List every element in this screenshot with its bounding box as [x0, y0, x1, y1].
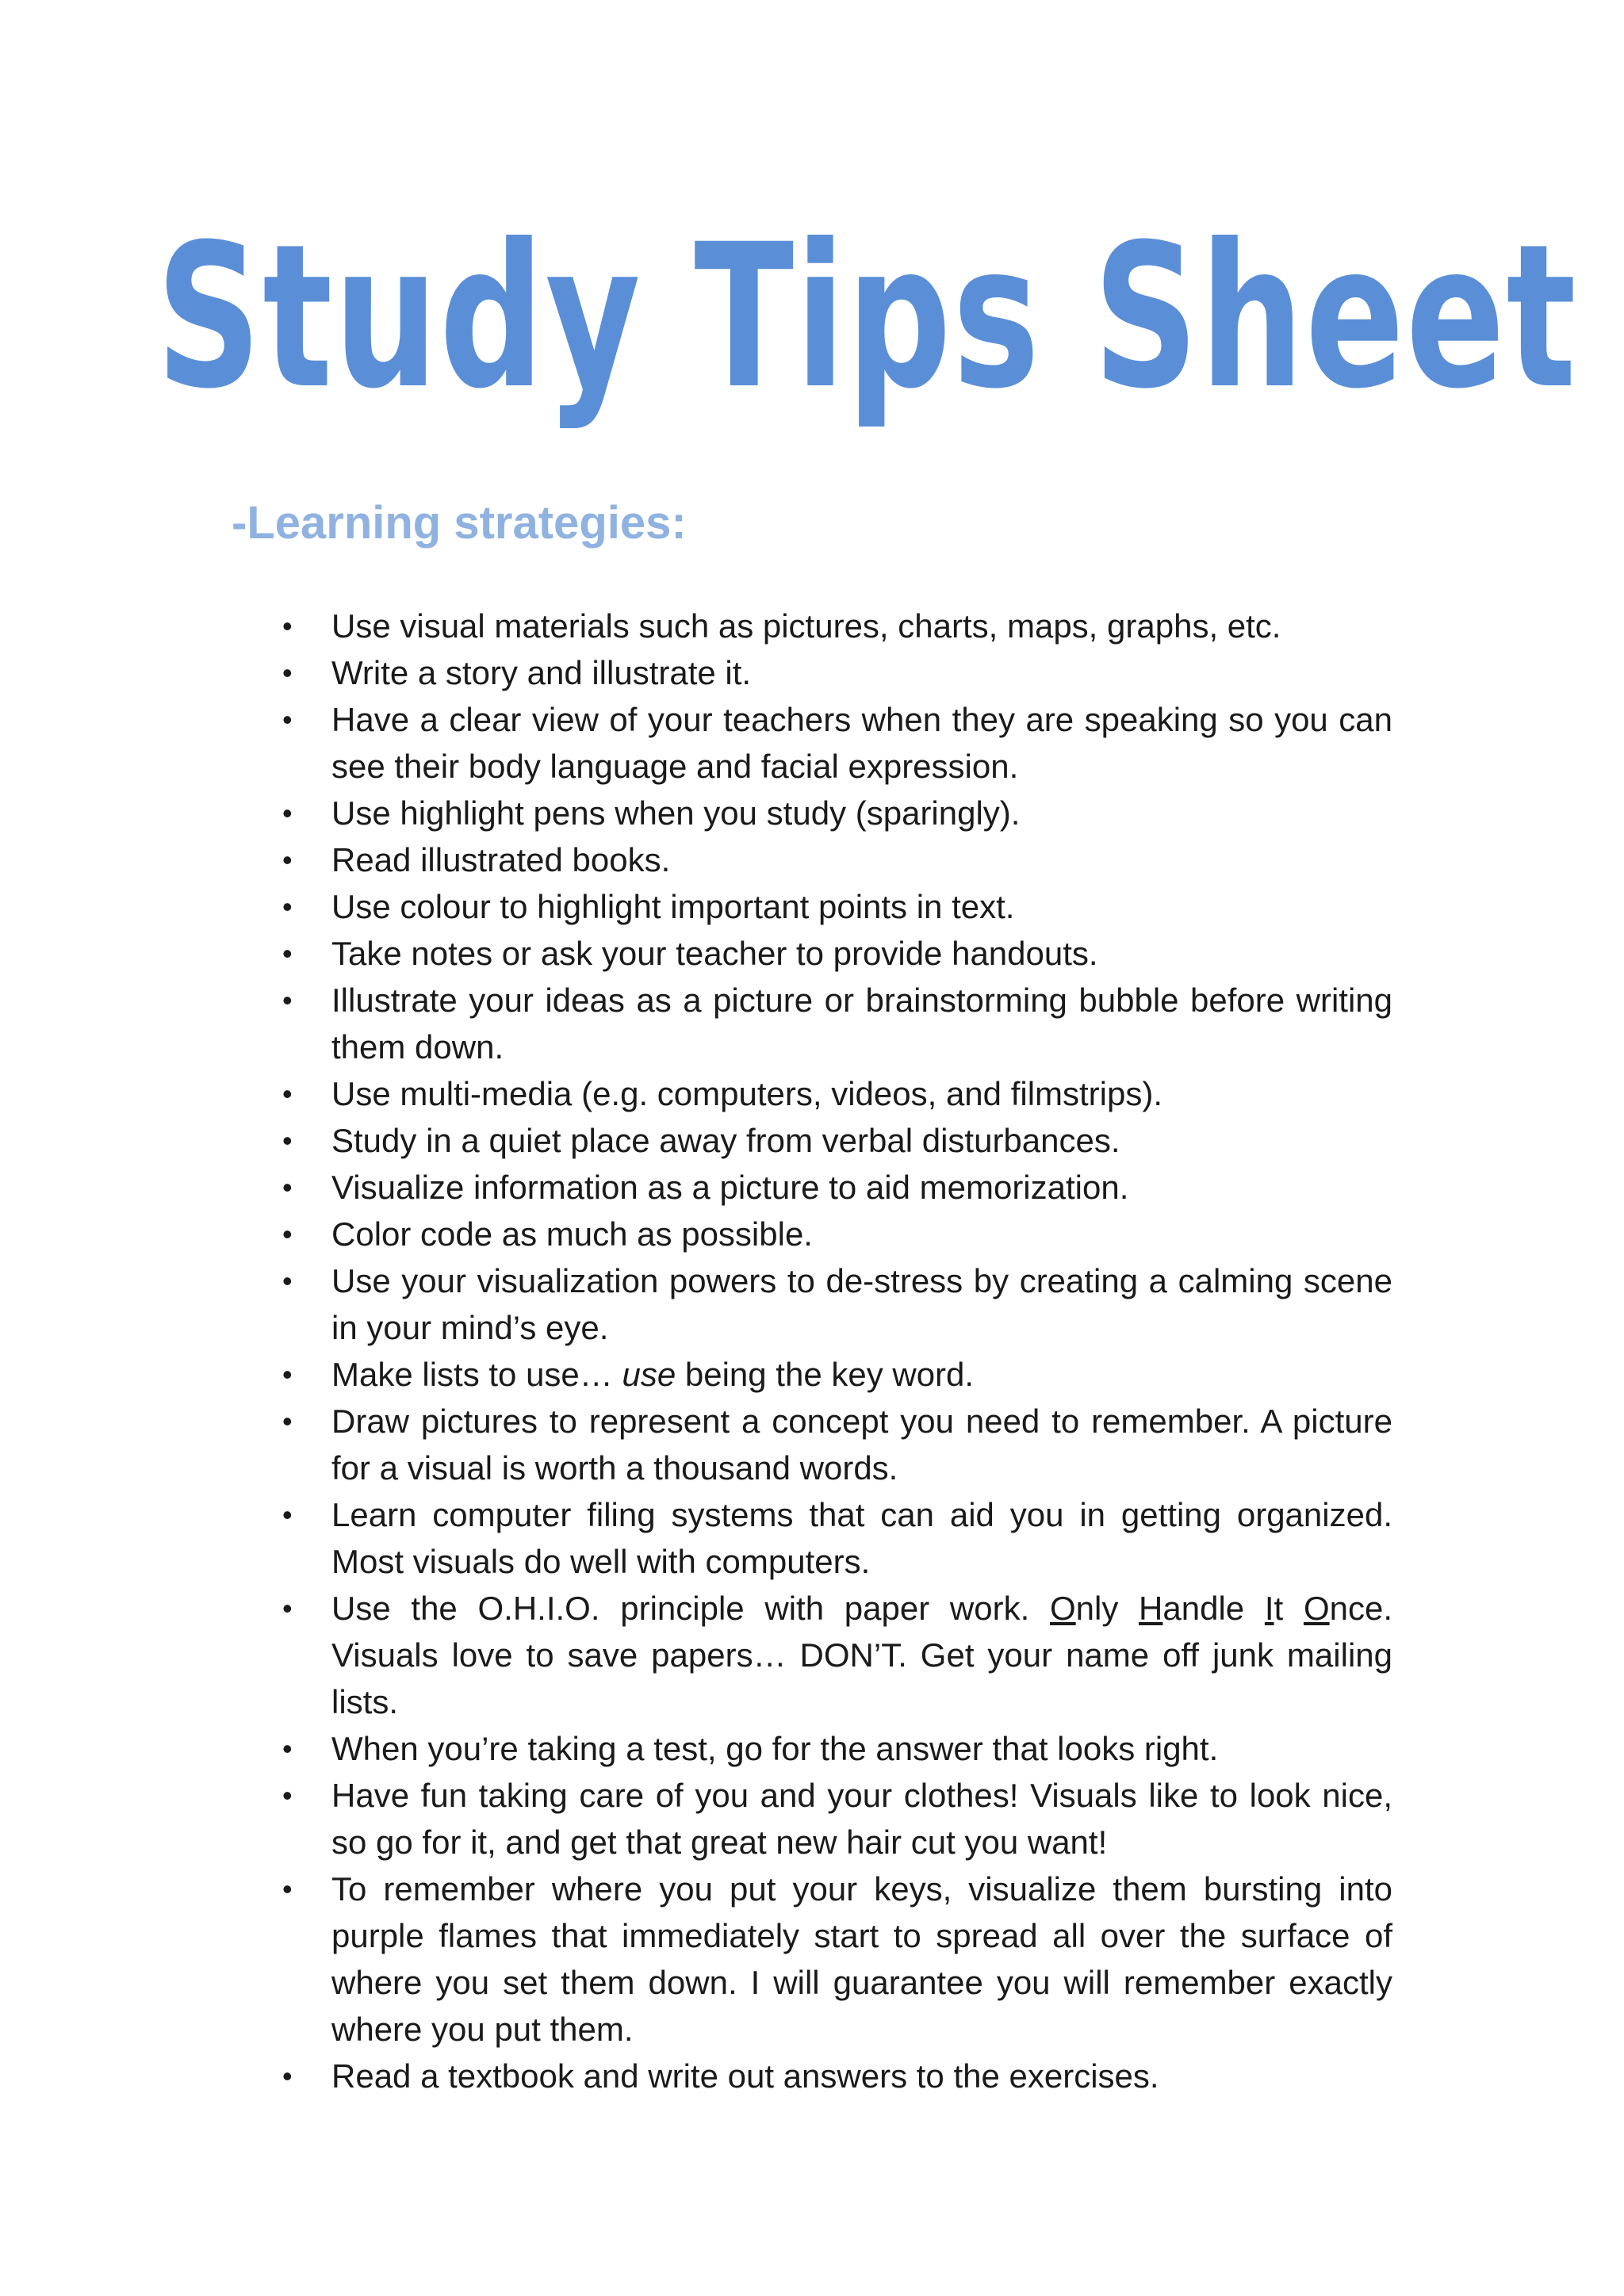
list-item-text: Visuals love to save papers… DON’T. Get your name off junk mailing lists.	[331, 1636, 1392, 1720]
acronym-letter: O	[1303, 1590, 1330, 1627]
acronym-letter: I	[1264, 1590, 1274, 1627]
bullet-icon: •	[282, 984, 293, 1016]
tips-list	[282, 603, 1392, 2099]
list-item	[282, 1070, 1392, 1117]
bullet-icon: •	[282, 890, 293, 923]
list-item-text: Write a story and illustrate it.	[331, 654, 752, 691]
section-heading: -Learning strategies:	[232, 497, 687, 549]
list-item	[282, 696, 1392, 790]
list-item-text: Visualize information as a picture to aid memorization.	[331, 1169, 1129, 1206]
bullet-icon: •	[282, 610, 293, 642]
list-item	[282, 836, 1392, 883]
list-item	[282, 1491, 1392, 1585]
list-item-text: Read a textbook and write out answers to the exercises.	[331, 2057, 1159, 2095]
list-item-text: Use the O.H.I.O. principle with paper work.	[331, 1590, 1050, 1627]
list-item-text: When you’re taking a test, go for the answer that looks right.	[331, 1730, 1219, 1767]
list-item-text: Take notes or ask your teacher to provide handouts.	[331, 935, 1098, 972]
bullet-icon: •	[282, 1077, 293, 1110]
bullet-icon: •	[282, 1498, 293, 1531]
bullet-icon: •	[282, 937, 293, 970]
list-item	[282, 649, 1392, 696]
bullet-icon: •	[282, 1265, 293, 1297]
bullet-icon: •	[282, 703, 293, 736]
acronym-word-rest: nly	[1075, 1590, 1139, 1627]
list-item-text: being the key word.	[676, 1356, 975, 1393]
bullet-icon: •	[282, 1358, 293, 1391]
list-item	[282, 1585, 1392, 1725]
bullet-icon: •	[282, 1592, 293, 1624]
acronym-letter: H	[1139, 1590, 1163, 1627]
list-item-text: Learn computer filing systems that can aid you in getting organized. Most visuals do well with computers.	[331, 1496, 1392, 1580]
list-item-text: Use your visualization powers to de-stress by creating a calming scene in your mind’s eye.	[331, 1262, 1392, 1346]
list-item	[282, 883, 1392, 930]
list-item-text: To remember where you put your keys, visualize them bursting into purple flames that immediately start to spread all over the surface of where you set them down. I will guarantee you will remember exactly where you put them.	[331, 1870, 1392, 2048]
list-item-text: Color code as much as possible.	[331, 1215, 813, 1253]
list-item	[282, 1725, 1392, 1772]
list-item	[282, 2053, 1392, 2099]
list-item	[282, 930, 1392, 977]
list-item-text: Use highlight pens when you study (sparingly).	[331, 794, 1021, 832]
list-item-text: Use colour to highlight important points in text.	[331, 888, 1015, 925]
bullet-icon: •	[282, 1171, 293, 1203]
acronym-letter: O	[1049, 1590, 1076, 1627]
list-item-text: Have a clear view of your teachers when they are speaking so you can see their body language and facial expression.	[331, 701, 1392, 785]
bullet-icon: •	[282, 1405, 293, 1437]
page-title	[0, 198, 1624, 436]
list-item-text: Read illustrated books.	[331, 841, 671, 878]
bullet-icon: •	[282, 1124, 293, 1157]
list-item-text: Illustrate your ideas as a picture or brainstorming bubble before writing them down.	[331, 982, 1392, 1066]
acronym-word-rest: nce.	[1329, 1590, 1392, 1627]
list-item-text: Draw pictures to represent a concept you need to remember. A picture for a visual is worth a thousand words.	[331, 1402, 1392, 1487]
bullet-icon: •	[282, 797, 293, 829]
acronym-word-rest: t	[1274, 1590, 1304, 1627]
list-item-text: Use multi-media (e.g. computers, videos, and filmstrips).	[331, 1075, 1163, 1112]
list-item	[282, 1866, 1392, 2053]
acronym-word-rest: andle	[1162, 1590, 1265, 1627]
list-item	[282, 1164, 1392, 1211]
list-item	[282, 1398, 1392, 1491]
bullet-icon: •	[282, 2060, 293, 2092]
bullet-icon: •	[282, 1873, 293, 1905]
list-item-text: Study in a quiet place away from verbal disturbances.	[331, 1122, 1120, 1159]
bullet-icon: •	[282, 1732, 293, 1765]
list-item	[282, 603, 1392, 649]
bullet-icon: •	[282, 656, 293, 689]
list-item-text: Have fun taking care of you and your clothes! Visuals like to look nice, so go for it, and get that great new hair cut you want!	[331, 1777, 1392, 1861]
list-item	[282, 790, 1392, 836]
bullet-icon: •	[282, 844, 293, 876]
page-title-text: Study Tips Sheet	[155, 201, 1578, 432]
list-item	[282, 1257, 1392, 1351]
list-item	[282, 1211, 1392, 1257]
list-item	[282, 1351, 1392, 1398]
list-item-text: Use visual materials such as pictures, charts, maps, graphs, etc.	[331, 607, 1281, 645]
emphasis-text: use	[622, 1356, 676, 1393]
list-item	[282, 1117, 1392, 1164]
list-item-text: Make lists to use…	[331, 1356, 622, 1393]
bullet-icon: •	[282, 1218, 293, 1250]
bullet-icon: •	[282, 1779, 293, 1812]
list-item	[282, 977, 1392, 1070]
list-item	[282, 1772, 1392, 1866]
